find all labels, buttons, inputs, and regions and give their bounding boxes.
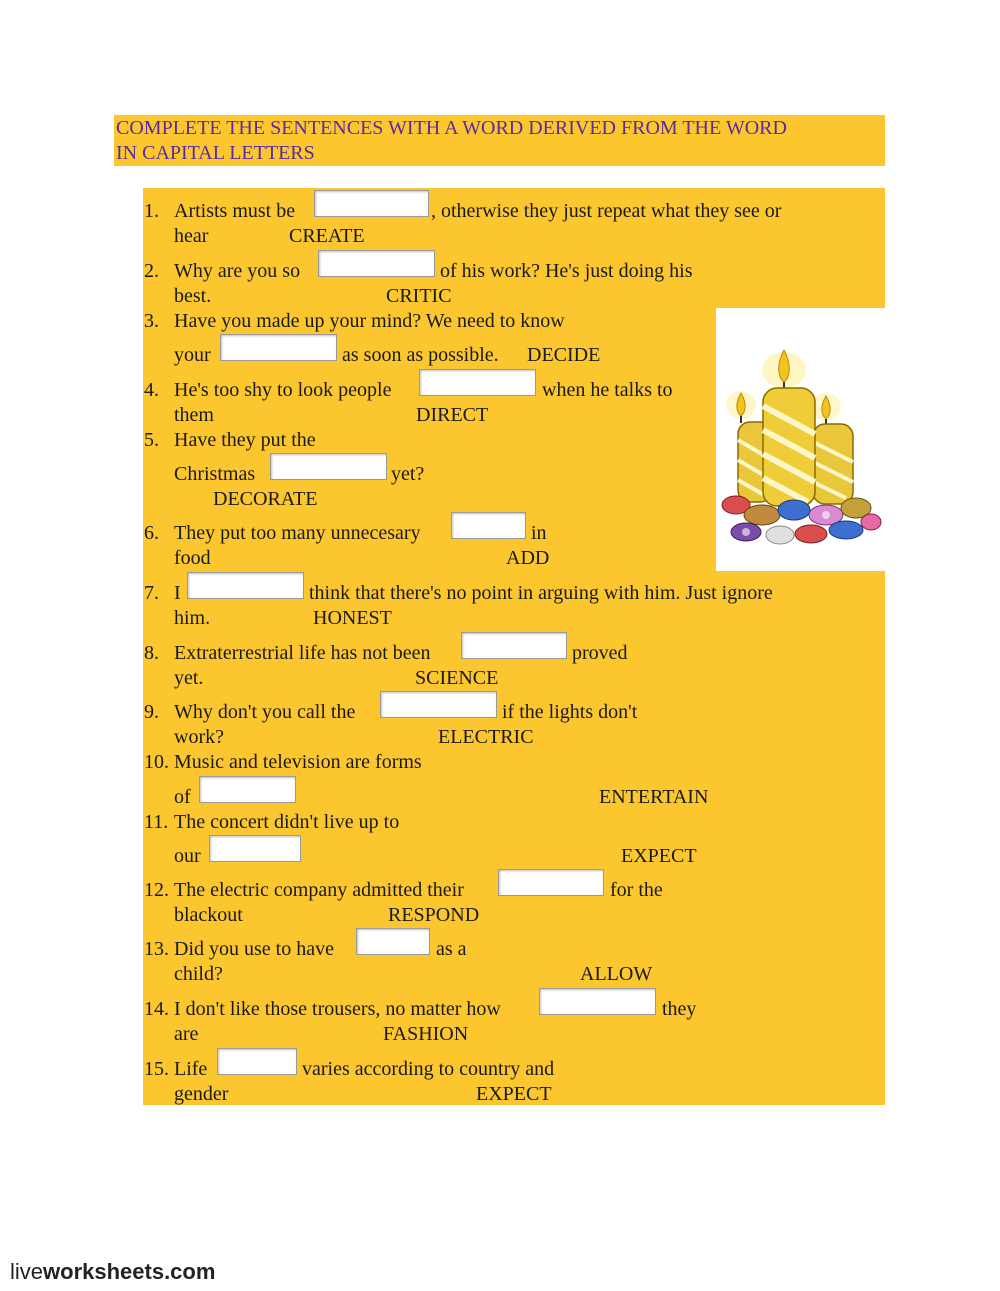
item-1-text-a: Artists must be xyxy=(174,200,296,222)
item-8-text-a: Extraterrestrial life has not been xyxy=(174,642,431,664)
liveworksheets-logo[interactable] xyxy=(10,1259,215,1285)
item-number: 7. xyxy=(144,582,159,604)
item-15-text-a: Life xyxy=(174,1058,208,1080)
item-number: 2. xyxy=(144,260,159,282)
item-6-text-a: They put too many unnecesary xyxy=(174,522,421,544)
item-3-text-a: Have you made up your mind? We need to know xyxy=(174,310,565,332)
item-2-text-a: Why are you so xyxy=(174,260,301,282)
item-14-text-a: I don't like those trousers, no matter how xyxy=(174,998,501,1020)
item-10-text-a: Music and television are forms xyxy=(174,751,422,773)
item-9-text-b: if the lights don't xyxy=(502,701,638,723)
item-12-answer-input[interactable] xyxy=(498,869,604,896)
item-number: 5. xyxy=(144,429,159,451)
item-6-base-word: ADD xyxy=(506,547,550,569)
item-1-answer-input[interactable] xyxy=(314,190,429,217)
item-number: 4. xyxy=(144,379,159,401)
item-14-text-c: are xyxy=(174,1023,199,1045)
item-3-text-b: your xyxy=(174,344,211,366)
item-number: 12. xyxy=(144,879,169,901)
logo-bold-text: worksheets.com xyxy=(43,1259,216,1284)
item-10-text-b: of xyxy=(174,786,191,808)
item-9-text-c: work? xyxy=(174,726,224,748)
item-7-base-word: HONEST xyxy=(313,607,392,629)
item-11-answer-input[interactable] xyxy=(209,835,301,862)
item-10-base-word: ENTERTAIN xyxy=(599,786,709,808)
candles-icon xyxy=(716,310,886,570)
instructions-line-1: COMPLETE THE SENTENCES WITH A WORD DERIVED FROM THE WORD xyxy=(116,117,787,139)
item-1-base-word: CREATE xyxy=(289,225,365,247)
item-14-base-word: FASHION xyxy=(383,1023,469,1045)
item-3-answer-input[interactable] xyxy=(220,334,337,361)
item-7-text-c: him. xyxy=(174,607,211,629)
item-15-text-c: gender xyxy=(174,1083,229,1105)
item-12-text-b: for the xyxy=(610,879,663,901)
item-4-text-c: them xyxy=(174,404,214,426)
item-number: 1. xyxy=(144,200,159,222)
item-10-answer-input[interactable] xyxy=(199,776,296,803)
item-2-text-b: of his work? He's just doing his xyxy=(440,260,693,282)
item-number: 11. xyxy=(144,811,169,833)
item-13-text-b: as a xyxy=(436,938,467,960)
item-14-answer-input[interactable] xyxy=(539,988,656,1015)
item-5-text-b: Christmas xyxy=(174,463,256,485)
item-6-answer-input[interactable] xyxy=(451,512,526,539)
item-number: 10. xyxy=(144,751,169,773)
item-2-text-c: best. xyxy=(174,285,212,307)
item-11-base-word: EXPECT xyxy=(621,845,697,867)
item-9-base-word: ELECTRIC xyxy=(438,726,534,748)
instructions-line-2: IN CAPITAL LETTERS xyxy=(116,142,315,164)
item-7-text-b: think that there's no point in arguing with him. Just ignore xyxy=(309,582,773,604)
item-15-answer-input[interactable] xyxy=(217,1048,297,1075)
item-7-text-a: I xyxy=(174,582,181,604)
item-1-text-c: hear xyxy=(174,225,209,247)
item-13-answer-input[interactable] xyxy=(356,928,430,955)
item-number: 14. xyxy=(144,998,169,1020)
item-2-answer-input[interactable] xyxy=(318,250,435,277)
item-15-base-word: EXPECT xyxy=(476,1083,552,1105)
item-8-text-c: yet. xyxy=(174,667,204,689)
item-11-text-a: The concert didn't live up to xyxy=(174,811,400,833)
item-6-text-b: in xyxy=(531,522,547,544)
item-8-text-b: proved xyxy=(572,642,628,664)
item-13-text-c: child? xyxy=(174,963,223,985)
item-8-base-word: SCIENCE xyxy=(415,667,499,689)
item-15-text-b: varies according to country and xyxy=(302,1058,555,1080)
item-5-text-c: yet? xyxy=(391,463,425,485)
item-4-base-word: DIRECT xyxy=(416,404,489,426)
instructions xyxy=(114,115,885,166)
item-4-text-a: He's too shy to look people xyxy=(174,379,392,401)
item-8-answer-input[interactable] xyxy=(461,632,567,659)
item-4-text-b: when he talks to xyxy=(542,379,673,401)
item-12-text-a: The electric company admitted their xyxy=(174,879,464,901)
item-3-text-c: as soon as possible. xyxy=(342,344,499,366)
item-number: 6. xyxy=(144,522,159,544)
item-number: 13. xyxy=(144,938,169,960)
item-7-answer-input[interactable] xyxy=(187,572,304,599)
item-number: 3. xyxy=(144,310,159,332)
item-9-text-a: Why don't you call the xyxy=(174,701,356,723)
item-1-text-b: , otherwise they just repeat what they see or xyxy=(431,200,782,222)
item-6-text-c: food xyxy=(174,547,211,569)
item-5-text-a: Have they put the xyxy=(174,429,316,451)
item-13-base-word: ALLOW xyxy=(580,963,653,985)
item-12-text-c: blackout xyxy=(174,904,243,926)
item-3-base-word: DECIDE xyxy=(527,344,601,366)
item-9-answer-input[interactable] xyxy=(380,691,497,718)
item-14-text-b: they xyxy=(662,998,697,1020)
item-4-answer-input[interactable] xyxy=(419,369,536,396)
item-5-base-word: DECORATE xyxy=(213,488,318,510)
item-11-text-b: our xyxy=(174,845,201,867)
item-12-base-word: RESPOND xyxy=(388,904,480,926)
item-number: 9. xyxy=(144,701,159,723)
item-13-text-a: Did you use to have xyxy=(174,938,334,960)
item-number: 8. xyxy=(144,642,159,664)
item-number: 15. xyxy=(144,1058,169,1080)
item-2-base-word: CRITIC xyxy=(386,285,452,307)
item-5-answer-input[interactable] xyxy=(270,453,387,480)
logo-light-text: live xyxy=(10,1259,44,1284)
